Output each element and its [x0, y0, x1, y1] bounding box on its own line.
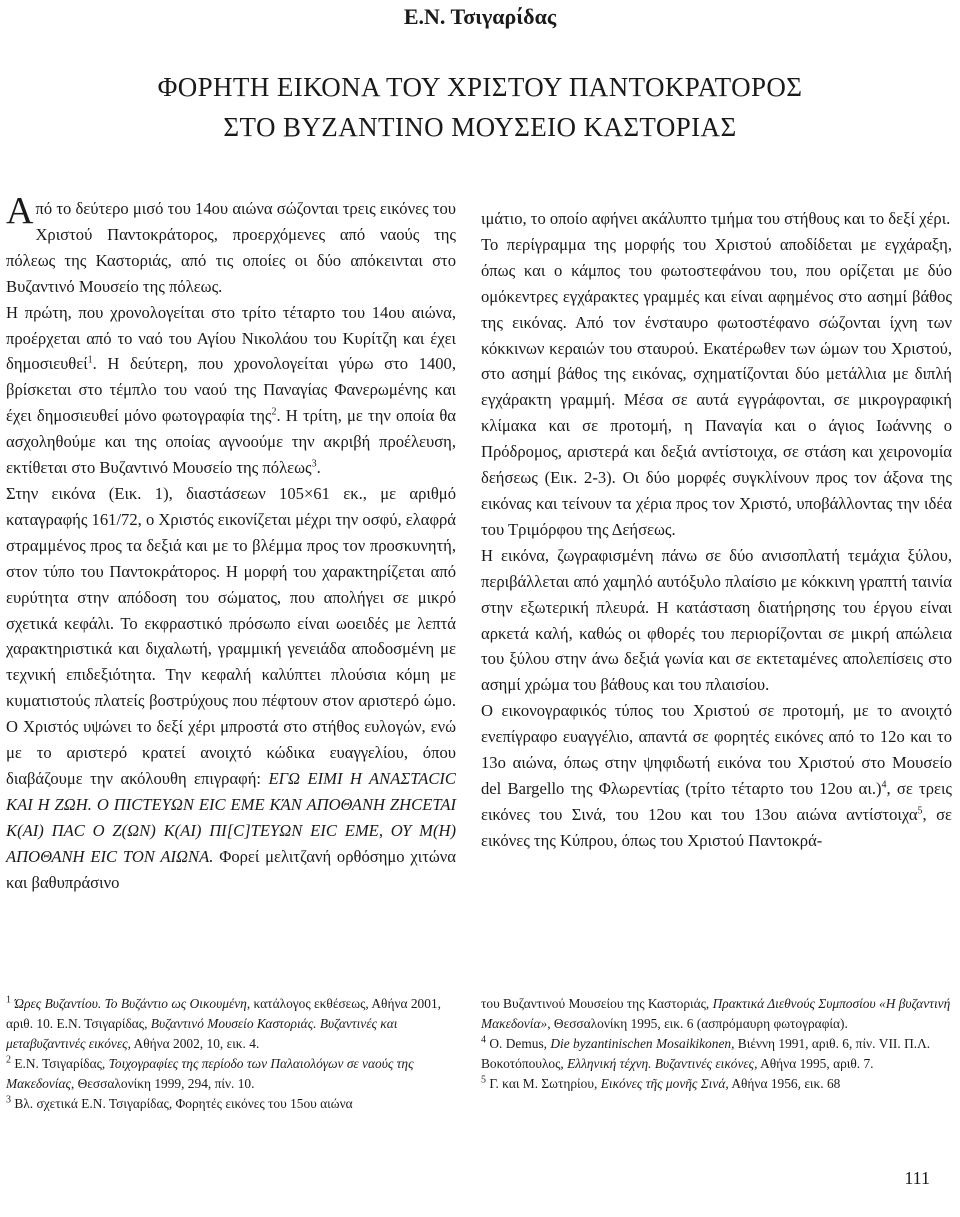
footnote-text: Die byzantinischen Mosaikikonen [550, 1036, 732, 1051]
footnote-4 [481, 1034, 952, 1074]
footnote-text: , Αθήνα 2002, 10, εικ. 4. [127, 1036, 260, 1051]
footnote-text: , κατάλογος εκθέσεως, Αθήνα 2001, αριθ. 10. Ε.Ν. Τσιγαρίδας, [6, 996, 441, 1031]
footnote-3 [6, 1094, 456, 1114]
paragraph-text: πό το δεύτερο μισό του 14ου αιώνα σώζονται τρεις εικόνες του Χριστού Παντοκράτορος, προερχόμενες από ναούς της πόλεως της Καστοριάς, από τις οποίες οι δύο απόκεινται στο Βυζαντινό Μουσείο της πόλεως. [6, 199, 456, 296]
drop-cap: Α [6, 190, 34, 232]
footnote-3-continued [481, 994, 952, 1034]
paragraph-text: Η πρώτη, που χρονολογείται στο τρίτο τέταρτο του 14ου αιώνα, προέρχεται από το ναό του Αγίου Νικολάου του Κυρίτζη και έχει δημοσιευθεί [6, 302, 456, 374]
footnote-text: Βυζαντινό Μουσείο Καστοριάς. Βυζαντινές και μεταβυζαντινές εικόνες [6, 1016, 398, 1051]
footnote-number: 2 [6, 1054, 11, 1066]
footnote-text: Εικόνες τῆς μονῆς Σινά [600, 1076, 726, 1091]
footnote-ref[interactable]: 2 [271, 406, 277, 418]
paragraph-icons [6, 300, 456, 481]
footnote-text: , Βιέννη 1991, αριθ. 6, πίν. VII. Π.Λ. Βοκοτόπουλος, [481, 1036, 931, 1071]
paragraph-text: , σε εικόνες της Κύπρου, όπως του Χριστού Παντοκρά- [481, 804, 952, 850]
right-text-column [481, 206, 952, 854]
paragraph-text: . Η τρίτη, με την οποία θα ασχοληθούμε και της οποίας αγνοούμε την ακριβή προέλευση, εκτίθεται στο Βυζαντινό Μουσείο της πόλεως [6, 406, 456, 478]
paragraph-text: Στην εικόνα (Εικ. 1), διαστάσεων 105×61 εκ., με αριθμό καταγραφής 161/72, ο Χριστός εικονίζεται μέχρι την οσφύ, ελαφρά στραμμένος προς τα δεξιά και με το βλέμμα προς τον προσκυνητή, στον τύπο του Παντοκράτορος. Η μορφή του χαρακτηρίζεται από ευρύτητα στην απόδοση του σώματος, που απολήγει σε μικρό σχετικά κεφάλι. Το εκφραστικό πρόσωπο είναι ωοειδές με λεπτά χαρακτηριστικά και διχαλωτή, γραμμική γενειάδα αποδοσμένη με τεχνική επιδεξιότητα. Την κεφαλή καλύπτει πλούσια κόμη με κυματιστούς πλατείς βοστρύχους που πέφτουν στον αριστερό ώμο. Ο Χριστός υψώνει το δεξί χέρι μπροστά στο στήθος ευλογών, ενώ με το αριστερό κρατεί ανοιχτό κώδικα ευαγγελίου, όπου διαβάζουμε την ακόλουθη επιγραφή: [6, 483, 456, 788]
paragraph-iconography [481, 698, 952, 853]
paragraph-continued: ιμάτιο, το οποίο αφήνει ακάλυπτο τμήμα του στήθους και το δεξί χέρι. [481, 209, 951, 228]
paragraph-text: , σε τρεις εικόνες του Σινά, του 12ου και του 13ου αιώνα αντίστοιχα [481, 778, 953, 824]
footnotes-left [6, 994, 456, 1114]
footnote-ref[interactable]: 3 [311, 458, 317, 470]
footnote-number: 5 [481, 1074, 486, 1086]
footnote-text: , Θεσσαλονίκη 1995, εικ. 6 (ασπρόμαυρη φωτογραφία). [547, 1016, 848, 1031]
footnote-2 [6, 1054, 456, 1094]
paragraph-text: Ο εικονογραφικός τύπος του Χριστού σε προτομή, με το ανοιχτό ενεπίγραφο ευαγγέλιο, απαντά σε φορητές εικόνες από το 12ο και το 13ο αιώνα, όπως στην ψηφιδωτή εικόνα του Χριστού στο Μουσείο del Bargello της Φλωρεντίας (τρίτο τέταρτο του 12ου αι.) [481, 701, 952, 798]
footnote-text: , Θεσσαλονίκη 1999, 294, πίν. 10. [70, 1076, 255, 1091]
left-text-column [6, 190, 456, 895]
paragraph-outline: Το περίγραμμα της μορφής του Χριστού αποδίδεται με εγχάραξη, όπως και ο κάμπος του φωτοστεφάνου του, που ορίζεται με δύο ομόκεντρες εγχάρακτες γραμμές και είναι αφημένος στο ασημί βάθος της εικόνας. Από τον ένσταυρο φωτοστέφανο σώζονται ίχνη των κόκκινων κεραιών του σταυρού. Εκατέρωθεν των ώμων του Χριστού, στο ασημί βάθος της εικόνας, σχηματίζονται δύο μετάλλια με διπλή εγχάρακτη γραμμή. Μέσα σε αυτά εγγράφονται, σε μικρογραφική κλίμακα και σε προτομή, η Παναγία και ο άγιος Ιωάννης ο Πρόδρομος, αριστερά και δεξιά αντίστοιχα, σε στάση και χειρονομία δεήσεως (Εικ. 2-3). Οι δύο μορφές συγκλίνουν προς τον άξονα της εικόνας και τείνουν τα χέρια προς τον Χριστό, υποβάλλοντας την ιδέα του Τριμόρφου της Δεήσεως. [481, 234, 952, 539]
footnote-text: , Αθήνα 1956, εικ. 68 [725, 1076, 841, 1091]
article-title-line-1: ΦΟΡΗΤΗ ΕΙΚΟΝΑ ΤΟΥ ΧΡΙΣΤΟΥ ΠΑΝΤΟΚΡΑΤΟΡΟΣ [157, 72, 803, 102]
inscription-text: ΕΓΩ ΕΙΜΙ Η ΑΝΑΣΤΑCIC ΚΑΙ Η ΖΩΗ. Ο ΠΙCΤΕΥΩΝ ΕΙC ΕΜΕ ΚΆΝ ΑΠΟΘΑΝΗ ΖΗCΕΤΑΙ Κ(ΑΙ) ΠΑC Ο Ζ(ΩΝ) Κ(ΑΙ) ΠΙ[C]ΤΕΥΩΝ ΕΙC ΕΜΕ, ΟΥ Μ(Η) ΑΠΟΘΑΝΗ ΕΙC ΤΟΝ ΑΙΩΝΑ. [6, 768, 456, 866]
footnote-text: , Αθήνα 1995, αριθ. 7. [754, 1056, 874, 1071]
footnote-ref[interactable]: 4 [881, 779, 887, 791]
footnote-text: Ώρες Βυζαντίου. Το Βυζάντιο ως Οικουμένη [14, 996, 247, 1011]
running-header: Ε.Ν. Τσιγαρίδας [403, 4, 557, 29]
paragraph-description [6, 481, 456, 896]
paragraph-condition: Η εικόνα, ζωγραφισμένη πάνω σε δύο ανισοπλατή τεμάχια ξύλου, περιβάλλεται από χαμηλό αυτόξυλο πλαίσιο με κόκκινη γραπτή ταινία στην εξωτερική πλευρά. Η κατάσταση διατήρησης του έργου είναι αρκετά καλή, καθώς οι φθορές του περιορίζονται σε μικρή απώλεια του ξύλου στην άνω δεξιά γωνία και σε εκτεταμένες απολεπίσεις στο ασημί χρώμα του βάθους και του πλαισίου. [481, 545, 952, 695]
paragraph-text: . [316, 458, 321, 478]
paragraph-text: Φορεί μελιτζανή ορθόσημο χιτώνα και βαθυπράσινο [6, 846, 456, 892]
footnote-text: Βλ. σχετικά Ε.Ν. Τσιγαρίδας, Φορητές εικόνες του 15ου αιώνα [14, 1096, 353, 1111]
footnote-number: 3 [6, 1094, 11, 1106]
page-number: 111 [904, 1168, 930, 1188]
footnote-text: Πρακτικά Διεθνούς Συμποσίου «Η βυζαντινή Μακεδονία» [481, 996, 951, 1031]
footnotes-right [481, 994, 952, 1094]
footnote-text: Γ. και Μ. Σωτηρίου, [489, 1076, 601, 1091]
paragraph-text: . Η δεύτερη, που χρονολογείται γύρω στο 1400, βρίσκεται στο τέμπλο του ναού της Παναγίας Φανερωμένης και έχει δημοσιευθεί μόνο φωτογραφία της [6, 354, 456, 426]
footnote-text: Ελληνική τέχνη. Βυζαντινές εικόνες [567, 1056, 755, 1071]
footnote-ref[interactable]: 1 [87, 354, 93, 366]
paragraph-intro [6, 190, 456, 300]
footnote-text: του Βυζαντινού Μουσείου της Καστοριάς, [481, 996, 713, 1011]
footnote-5 [481, 1074, 952, 1094]
footnote-text: Τοιχογραφίες της περίοδο των Παλαιολόγων σε ναούς της Μακεδονίας [6, 1056, 414, 1091]
footnote-text: Ε.Ν. Τσιγαρίδας, [14, 1056, 109, 1071]
footnote-number: 1 [6, 994, 11, 1006]
article-title-line-2: ΣΤΟ ΒΥΖΑΝΤΙΝΟ ΜΟΥΣΕΙΟ ΚΑΣΤΟΡΙΑΣ [223, 112, 737, 142]
footnote-text: O. Demus, [489, 1036, 551, 1051]
footnote-number: 4 [481, 1034, 486, 1046]
footnote-1 [6, 994, 456, 1054]
footnote-ref[interactable]: 5 [917, 805, 923, 817]
